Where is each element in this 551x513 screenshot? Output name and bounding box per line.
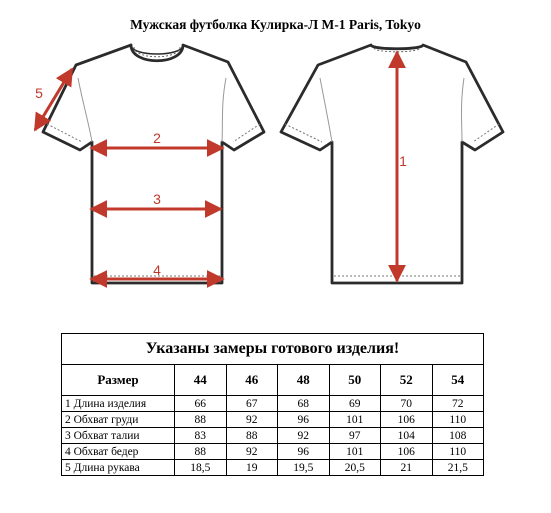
row-label: 2 Обхват груди	[62, 412, 175, 428]
table-caption-row	[62, 334, 484, 365]
table-row	[62, 396, 484, 412]
table-cell: 67	[226, 396, 278, 412]
table-row	[62, 444, 484, 460]
table-cell: 96	[278, 412, 330, 428]
table-cell: 19,5	[278, 460, 330, 476]
size-table	[61, 333, 484, 476]
table-cell: 72	[432, 396, 484, 412]
table-cell: 101	[329, 444, 381, 460]
table-cell: 69	[329, 396, 381, 412]
table-row	[62, 460, 484, 476]
table-cell: 70	[381, 396, 433, 412]
size-header: 50	[329, 365, 381, 396]
tshirt-back	[281, 45, 503, 283]
row-label: 1 Длина изделия	[62, 396, 175, 412]
size-header: 52	[381, 365, 433, 396]
table-header-row	[62, 365, 484, 396]
table-cell: 88	[226, 428, 278, 444]
page-title: Мужская футболка Кулирка-Л М-1 Paris, Tokyo	[130, 17, 421, 32]
size-header: 48	[278, 365, 330, 396]
table-cell: 83	[175, 428, 227, 444]
size-header: 54	[432, 365, 484, 396]
table-cell: 20,5	[329, 460, 381, 476]
row-label: 5 Длина рукава	[62, 460, 175, 476]
table-cell: 68	[278, 396, 330, 412]
tshirt-front	[43, 45, 264, 283]
table-cell: 92	[226, 444, 278, 460]
table-cell: 104	[381, 428, 433, 444]
table-cell: 108	[432, 428, 484, 444]
header-label: Размер	[62, 365, 175, 396]
table-cell: 21	[381, 460, 433, 476]
table-cell: 96	[278, 444, 330, 460]
size-header: 46	[226, 365, 278, 396]
row-label: 3 Обхват талии	[62, 428, 175, 444]
table-cell: 88	[175, 412, 227, 428]
table-cell: 21,5	[432, 460, 484, 476]
label-chest: 2	[153, 130, 161, 146]
table-cell: 97	[329, 428, 381, 444]
table-cell: 110	[432, 412, 484, 428]
table-cell: 110	[432, 444, 484, 460]
table-caption: Указаны замеры готового изделия!	[62, 334, 484, 365]
table-cell: 18,5	[175, 460, 227, 476]
row-label: 4 Обхват бедер	[62, 444, 175, 460]
label-sleeve: 5	[35, 85, 43, 101]
label-length: 1	[399, 153, 407, 169]
table-cell: 101	[329, 412, 381, 428]
table-cell: 19	[226, 460, 278, 476]
table-cell: 106	[381, 444, 433, 460]
size-header: 44	[175, 365, 227, 396]
label-waist: 3	[153, 191, 161, 207]
table-cell: 88	[175, 444, 227, 460]
table-row	[62, 428, 484, 444]
label-hips: 4	[153, 262, 161, 278]
table-cell: 66	[175, 396, 227, 412]
table-cell: 92	[226, 412, 278, 428]
table-cell: 92	[278, 428, 330, 444]
table-cell: 106	[381, 412, 433, 428]
table-row	[62, 412, 484, 428]
